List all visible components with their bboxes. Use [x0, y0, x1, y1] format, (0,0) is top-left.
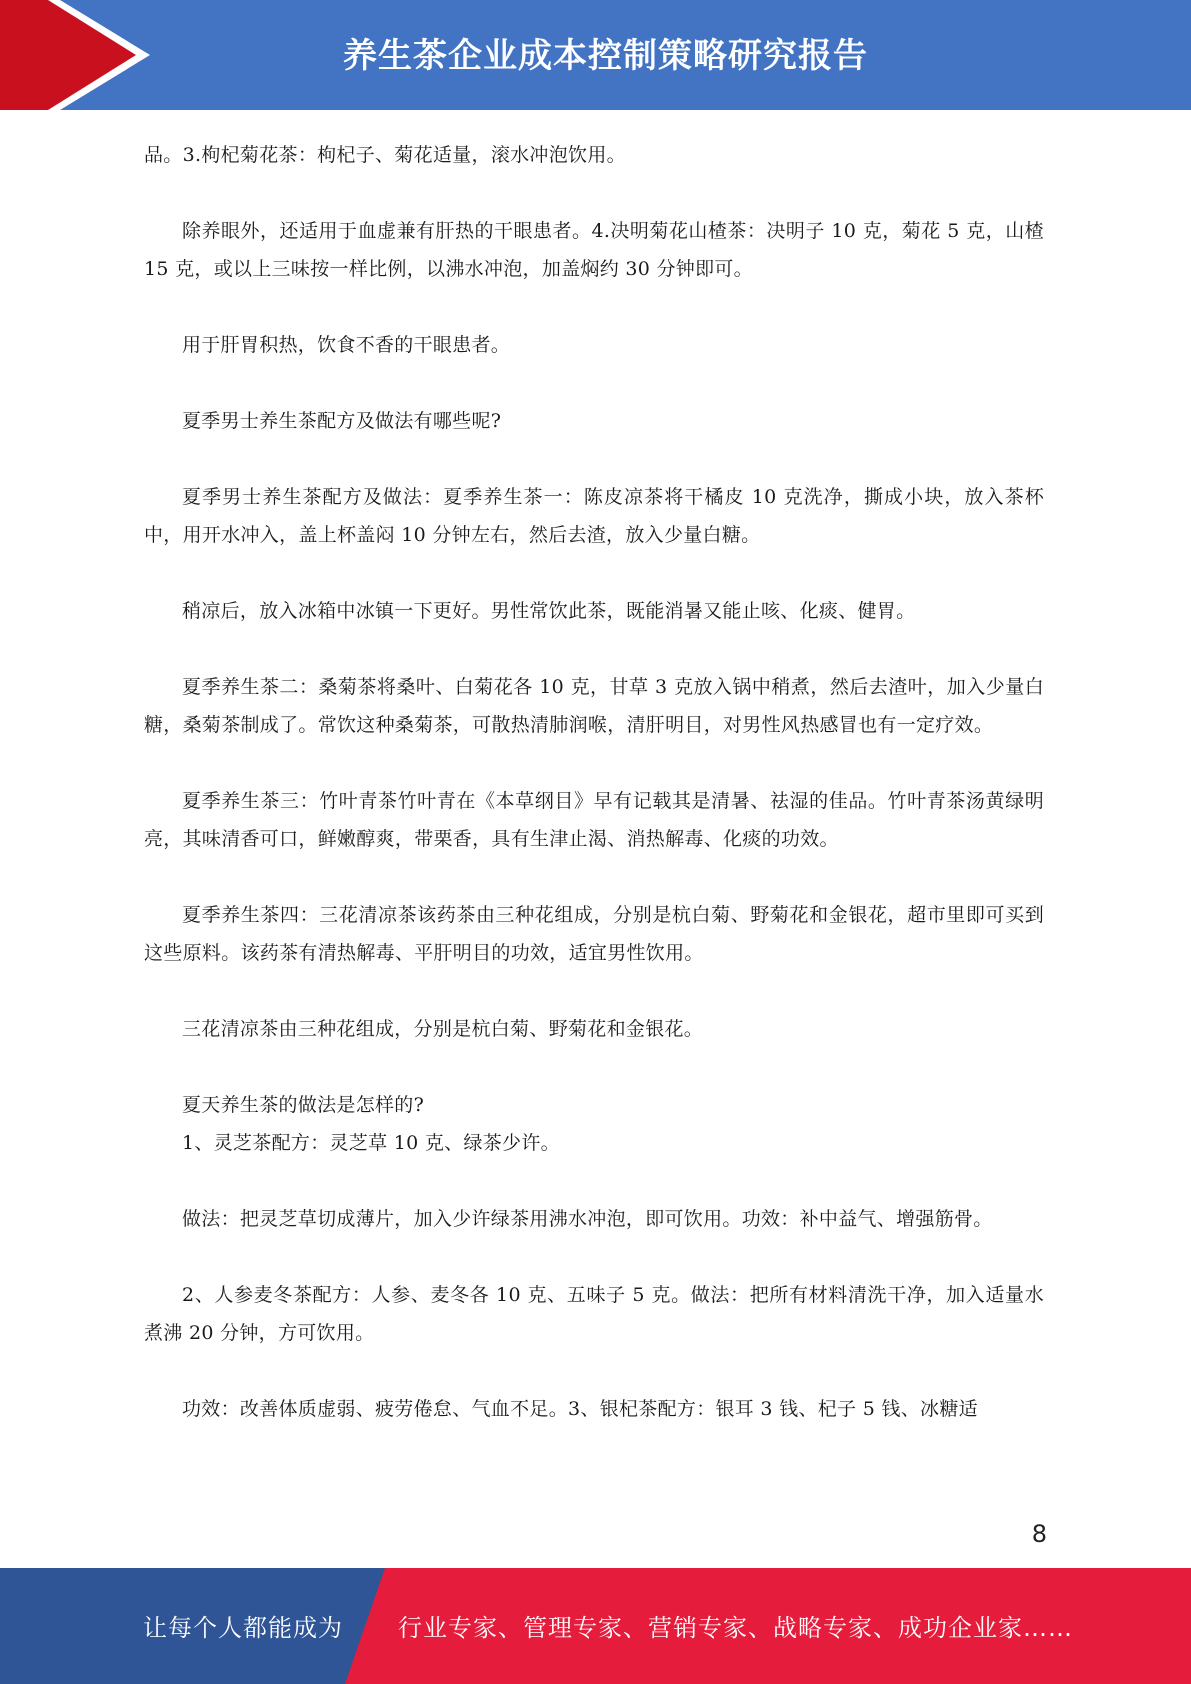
paragraph: 夏天养生茶的做法是怎样的? — [182, 1094, 425, 1116]
paragraph: 功效：改善体质虚弱、疲劳倦怠、气血不足。3、银杞茶配方：银耳 3 钱、杞子 5 钱、冰糖适 — [182, 1398, 978, 1420]
document-body — [144, 136, 1044, 1466]
footer-slogan-left: 让每个人都能成为 — [143, 1614, 343, 1642]
footer-slogan-right: 行业专家、管理专家、营销专家、战略专家、成功企业家…… — [398, 1614, 1073, 1642]
page-number: 8 — [1031, 1520, 1047, 1548]
paragraph: 稍凉后，放入冰箱中冰镇一下更好。男性常饮此茶，既能消暑又能止咳、化痰、健胃。 — [182, 600, 916, 622]
paragraph: 夏季男士养生茶配方及做法有哪些呢? — [182, 410, 502, 432]
paragraph: 做法：把灵芝草切成薄片，加入少许绿茶用沸水冲泡，即可饮用。功效：补中益气、增强筋骨。 — [182, 1208, 993, 1230]
header-title: 养生茶企业成本控制策略研究报告 — [343, 36, 868, 76]
page-header — [0, 0, 1191, 110]
paragraph: 除养眼外，还适用于血虚兼有肝热的干眼患者。4.决明菊花山楂茶：决明子 10 克，菊花 5 克，山楂 15 克，或以上三味按一样比例，以沸水冲泡，加盖焖约 30 分钟即可。 — [144, 220, 1044, 280]
paragraph: 用于肝胃积热，饮食不香的干眼患者。 — [182, 334, 511, 356]
paragraph: 夏季养生茶四：三花清凉茶该药茶由三种花组成，分别是杭白菊、野菊花和金银花，超市里即可买到这些原料。该药茶有清热解毒、平肝明目的功效，适宜男性饮用。 — [144, 904, 1044, 964]
paragraph: 2、人参麦冬茶配方：人参、麦冬各 10 克、五味子 5 克。做法：把所有材料清洗干净，加入适量水煮沸 20 分钟，方可饮用。 — [144, 1284, 1044, 1344]
paragraph: 三花清凉茶由三种花组成，分别是杭白菊、野菊花和金银花。 — [182, 1018, 704, 1040]
paragraph: 夏季男士养生茶配方及做法：夏季养生茶一：陈皮凉茶将干橘皮 10 克洗净，撕成小块，放入茶杯中，用开水冲入，盖上杯盖闷 10 分钟左右，然后去渣，放入少量白糖。 — [144, 486, 1044, 546]
paragraph: 夏季养生茶三：竹叶青茶竹叶青在《本草纲目》早有记载其是清暑、祛湿的佳品。竹叶青茶汤黄绿明亮，其味清香可口，鲜嫩醇爽，带栗香，具有生津止渴、消热解毒、化痰的功效。 — [144, 790, 1044, 850]
paragraph: 夏季养生茶二：桑菊茶将桑叶、白菊花各 10 克，甘草 3 克放入锅中稍煮，然后去渣叶，加入少量白糖，桑菊茶制成了。常饮这种桑菊茶，可散热清肺润喉，清肝明目，对男性风热感冒也有一定疗效。 — [144, 676, 1044, 736]
paragraph: 品。3.枸杞菊花茶：枸杞子、菊花适量，滚水冲泡饮用。 — [144, 144, 626, 166]
paragraph: 1、灵芝茶配方：灵芝草 10 克、绿茶少许。 — [182, 1132, 560, 1154]
page-footer — [0, 1568, 1191, 1684]
